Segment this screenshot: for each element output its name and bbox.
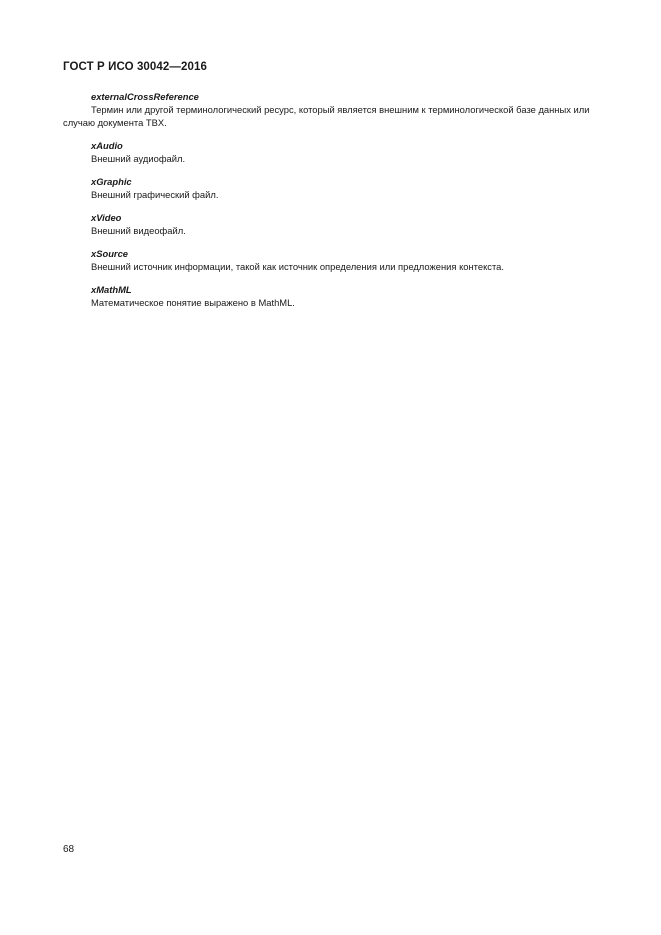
page-number: 68: [63, 844, 75, 855]
term-name: xSource: [91, 248, 128, 259]
term-definition: Термин или другой терминологический ресурс, который является внешним к терминологической базе данных или случаю документа TBX.: [63, 104, 590, 128]
definition-entry: [63, 211, 603, 237]
term-definition: Математическое понятие выражено в MathML.: [91, 297, 295, 308]
term-name: xVideo: [91, 212, 122, 223]
definition-entry: [63, 90, 603, 129]
definition-entry: [63, 139, 603, 165]
term-definition: Внешний источник информации, такой как источник определения или предложения контекста.: [91, 261, 504, 272]
definition-entry: [63, 283, 603, 309]
term-definition: Внешний видеофайл.: [91, 225, 186, 236]
page-header-standard-title: ГОСТ Р ИСО 30042—2016: [63, 61, 208, 73]
definition-entry: [63, 247, 603, 273]
term-name: xGraphic: [91, 176, 132, 187]
term-definition: Внешний аудиофайл.: [91, 153, 186, 164]
term-definition: Внешний графический файл.: [91, 189, 219, 200]
term-name: externalCrossReference: [91, 91, 199, 102]
definitions-list: [63, 90, 603, 319]
term-name: xMathML: [91, 284, 132, 295]
definition-entry: [63, 175, 603, 201]
term-name: xAudio: [91, 140, 123, 151]
